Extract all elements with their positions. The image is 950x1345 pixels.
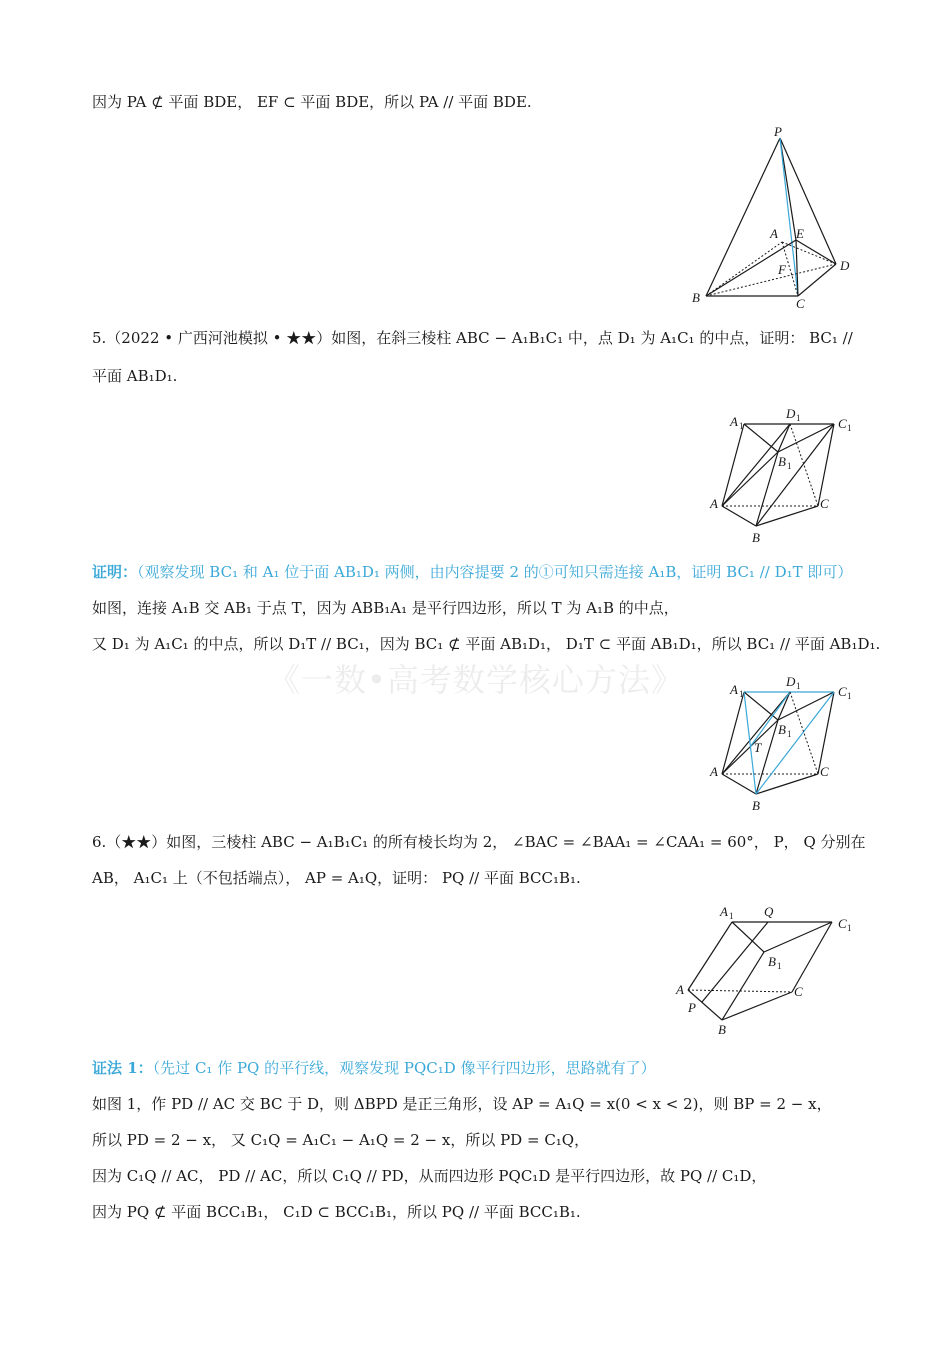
svg-text:1: 1 <box>739 421 744 431</box>
method-1-line2: 所以 PD = 2 − x， 又 C₁Q = A₁C₁ − A₁Q = 2 − x，所以 PD = C₁Q， <box>92 1131 590 1149</box>
pyramid-figure <box>688 124 858 314</box>
label-A1: A <box>730 414 738 429</box>
svg-text:1: 1 <box>796 413 801 423</box>
problem-5-line2: 平面 AB₁D₁. <box>92 367 178 385</box>
svg-text:1: 1 <box>777 961 782 971</box>
label-A: A <box>710 496 718 511</box>
svg-text:1: 1 <box>847 423 852 433</box>
label-C: C <box>794 984 803 999</box>
svg-text:1: 1 <box>787 461 792 471</box>
label-B1: B <box>768 954 776 969</box>
svg-text:1: 1 <box>847 923 852 933</box>
label-A1: A <box>730 682 738 697</box>
label-Q: Q <box>764 904 774 919</box>
label-C: C <box>796 296 805 311</box>
problem-6-line2: AB， A₁C₁ 上（不包括端点）， AP = A₁Q，证明： PQ // 平面 BCC₁B₁. <box>92 869 581 887</box>
label-B: B <box>718 1022 726 1037</box>
proof-hint: （观察发现 BC₁ 和 A₁ 位于面 AB₁D₁ 两侧，由内容提要 2 的①可知只需连接 A₁B，证明 BC₁ // D₁T 即可） <box>137 563 853 581</box>
label-B: B <box>752 798 760 813</box>
label-C1: C <box>838 916 847 931</box>
problem-5-line1: 5.（2022 • 广西河池模拟 • ★★）如图，在斜三棱柱 ABC − A₁B₁C₁ 中，点 D₁ 为 A₁C₁ 的中点，证明： BC₁ // <box>92 329 853 347</box>
label-B: B <box>752 530 760 545</box>
problem-6-line1: 6.（★★）如图，三棱柱 ABC − A₁B₁C₁ 的所有棱长均为 2， ∠BAC = ∠BAA₁ = ∠CAA₁ = 60°， P， Q 分别在 <box>92 833 866 851</box>
label-E: E <box>796 226 804 241</box>
method-1-hint: （先过 C₁ 作 PQ 的平行线，观察发现 PQC₁D 像平行四边形，思路就有了） <box>152 1059 656 1077</box>
text-line: 因为 PA ⊄ 平面 BDE， EF ⊂ 平面 BDE，所以 PA // 平面 BDE. <box>92 93 532 111</box>
svg-text:1: 1 <box>739 689 744 699</box>
svg-text:1: 1 <box>787 729 792 739</box>
label-T: T <box>754 740 762 755</box>
svg-text:1: 1 <box>796 681 801 691</box>
label-D: D <box>840 258 850 273</box>
label-A1: A <box>720 904 728 919</box>
method-1-label: 证法 1： <box>92 1059 153 1077</box>
label-A: A <box>770 226 778 241</box>
label-F: F <box>778 262 786 277</box>
proof-line1: 如图，连接 A₁B 交 AB₁ 于点 T，因为 ABB₁A₁ 是平行四边形，所以 T 为 A₁B 的中点， <box>92 599 679 617</box>
label-B: B <box>692 290 700 305</box>
method-1-hint-line <box>92 1058 656 1078</box>
label-D1: D <box>786 406 796 421</box>
label-C1: C <box>838 684 847 699</box>
method-1-line1: 如图 1，作 PD // AC 交 BC 于 D，则 ΔBPD 是正三角形，设 AP = A₁Q = x(0 < x < 2)，则 BP = 2 − x， <box>92 1095 832 1113</box>
proof-label: 证明： <box>92 563 138 581</box>
svg-text:1: 1 <box>847 691 852 701</box>
proof-hint-line <box>92 562 852 582</box>
label-D1: D <box>786 674 796 689</box>
label-A: A <box>710 764 718 779</box>
method-1-line4: 因为 PQ ⊄ 平面 BCC₁B₁， C₁D ⊂ BCC₁B₁，所以 PQ // 平面 BCC₁B₁. <box>92 1203 581 1221</box>
watermark: 《一数•高考数学核心方法》 <box>268 661 684 699</box>
prism-figure-6 <box>672 900 862 1042</box>
label-C: C <box>820 496 829 511</box>
label-P: P <box>688 1000 696 1015</box>
label-C1: C <box>838 416 847 431</box>
method-1-line3: 因为 C₁Q // AC， PD // AC，所以 C₁Q // PD，从而四边形 PQC₁D 是平行四边形，故 PQ // C₁D， <box>92 1167 767 1185</box>
label-B1: B <box>778 454 786 469</box>
label-C: C <box>820 764 829 779</box>
prism-figure-5 <box>706 402 864 550</box>
label-A: A <box>676 982 684 997</box>
prism-figure-5-proof <box>706 670 864 818</box>
svg-text:1: 1 <box>729 911 734 921</box>
label-B1: B <box>778 722 786 737</box>
proof-line2: 又 D₁ 为 A₁C₁ 的中点，所以 D₁T // BC₁，因为 BC₁ ⊄ 平面 AB₁D₁， D₁T ⊂ 平面 AB₁D₁，所以 BC₁ // 平面 AB₁D₁. <box>92 635 881 653</box>
label-P: P <box>774 124 782 139</box>
